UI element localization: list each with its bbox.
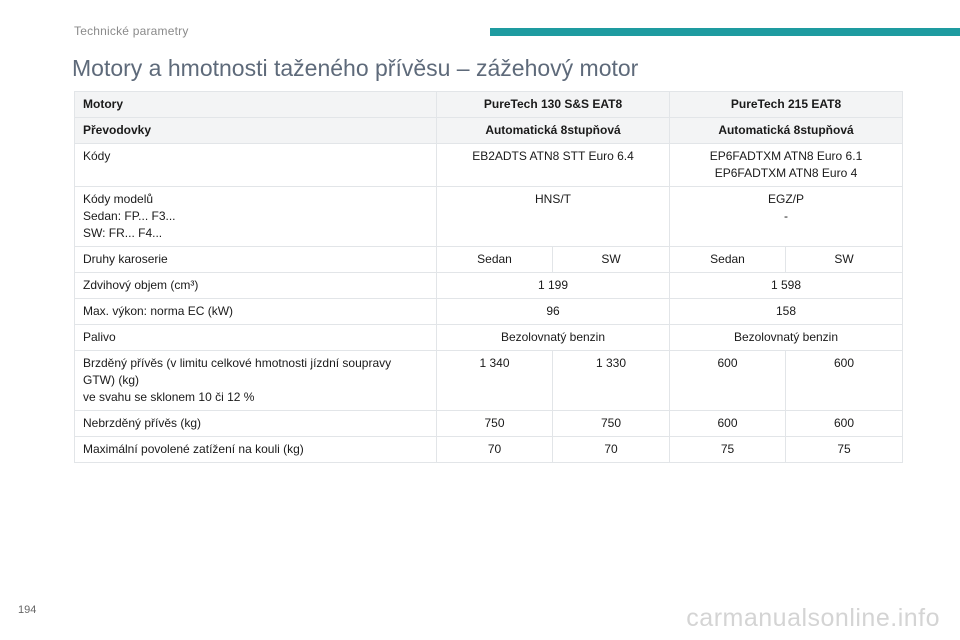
cell-value xyxy=(437,187,670,247)
cell-value: Bezolovnatý benzin xyxy=(670,325,903,351)
cell-value: 600 xyxy=(786,411,903,437)
watermark: carmanualsonline.info xyxy=(686,604,940,632)
section-label: Technické parametry xyxy=(74,24,189,38)
page-number: 194 xyxy=(18,604,37,616)
table-row-braked-trailer xyxy=(75,351,903,411)
row-label: Kódy xyxy=(75,144,437,187)
row-label xyxy=(75,187,437,247)
row-label: Max. výkon: norma EC (kW) xyxy=(75,299,437,325)
row-label: Palivo xyxy=(75,325,437,351)
cell-value: 75 xyxy=(670,437,786,463)
row-label: Zdvihový objem (cm³) xyxy=(75,273,437,299)
cell-value: Automatická 8stupňová xyxy=(670,118,903,144)
cell-value: 1 598 xyxy=(670,273,903,299)
row-label: Motory xyxy=(75,92,437,118)
page-title: Motory a hmotnosti taženého přívěsu – zážehový motor xyxy=(72,55,639,81)
row-label: Maximální povolené zatížení na kouli (kg) xyxy=(75,437,437,463)
cell-value: 600 xyxy=(670,351,786,411)
table-header-row xyxy=(75,92,903,118)
row-label xyxy=(75,351,437,411)
cell-value: 158 xyxy=(670,299,903,325)
cell-text: Kódy modelů Sedan: FP... F3... SW: FR... F4... xyxy=(83,192,176,240)
cell-text: EGZ/P - xyxy=(767,192,804,223)
cell-value: 70 xyxy=(553,437,670,463)
table-row-codes xyxy=(75,144,903,187)
cell-value: SW xyxy=(786,247,903,273)
cell-text: EB2ADTS ATN8 STT Euro 6.4 xyxy=(472,149,634,163)
table-row-gearbox xyxy=(75,118,903,144)
cell-value: Bezolovnatý benzin xyxy=(437,325,670,351)
cell-value: 96 xyxy=(437,299,670,325)
table-row-model-codes xyxy=(75,187,903,247)
row-label: Nebrzděný přívěs (kg) xyxy=(75,411,437,437)
cell-value xyxy=(670,187,903,247)
cell-value: Sedan xyxy=(437,247,553,273)
cell-value: 600 xyxy=(670,411,786,437)
section-accent-bar xyxy=(490,28,960,36)
cell-value: 1 340 xyxy=(437,351,553,411)
cell-value: 75 xyxy=(786,437,903,463)
cell-text: EP6FADTXM ATN8 Euro 6.1 EP6FADTXM ATN8 Euro 4 xyxy=(709,149,863,180)
cell-value: 1 199 xyxy=(437,273,670,299)
table-row-unbraked-trailer xyxy=(75,411,903,437)
table-row-towball-load xyxy=(75,437,903,463)
cell-value: 750 xyxy=(437,411,553,437)
cell-value: 70 xyxy=(437,437,553,463)
cell-value: 1 330 xyxy=(553,351,670,411)
cell-value xyxy=(437,144,670,187)
column-header-puretech-130: PureTech 130 S&S EAT8 xyxy=(437,92,670,118)
cell-text: HNS/T xyxy=(535,192,571,206)
cell-value: Automatická 8stupňová xyxy=(437,118,670,144)
cell-text: Brzděný přívěs (v limitu celkové hmotnosti jízdní soupravy GTW) (kg) ve svahu se sklonem 10 či 12 % xyxy=(83,356,392,404)
cell-value: SW xyxy=(553,247,670,273)
table-row-fuel xyxy=(75,325,903,351)
row-label: Převodovky xyxy=(75,118,437,144)
cell-value: 750 xyxy=(553,411,670,437)
cell-value: Sedan xyxy=(670,247,786,273)
table-row-max-power xyxy=(75,299,903,325)
table-row-displacement xyxy=(75,273,903,299)
column-header-puretech-215: PureTech 215 EAT8 xyxy=(670,92,903,118)
specs-table xyxy=(74,91,903,463)
cell-value: 600 xyxy=(786,351,903,411)
row-label: Druhy karoserie xyxy=(75,247,437,273)
cell-value xyxy=(670,144,903,187)
table-row-body-types xyxy=(75,247,903,273)
